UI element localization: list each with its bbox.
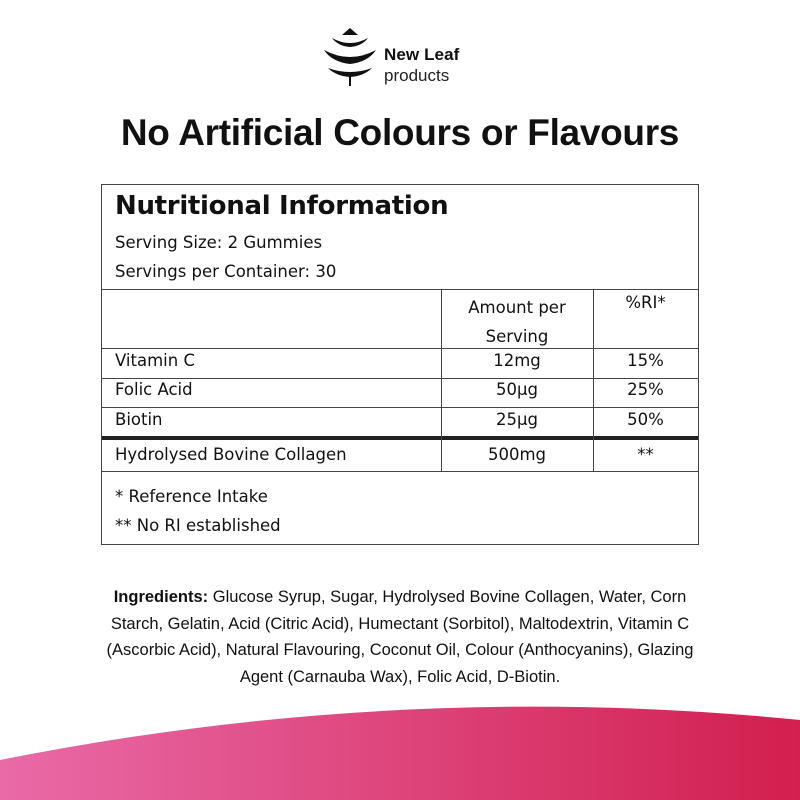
ingredients-label: Ingredients:: [113, 588, 209, 606]
table-divider: [102, 289, 698, 290]
serving-size: Serving Size: 2 Gummies: [115, 233, 323, 252]
footnote: * Reference Intake: [115, 487, 268, 506]
brand-logo: [322, 26, 482, 90]
row-amount: 25µg: [496, 410, 538, 429]
row-amount: 50µg: [496, 380, 538, 399]
row-amount: 12mg: [493, 351, 541, 370]
brand-name: New Leaf: [384, 45, 460, 64]
row-ri: 25%: [627, 380, 664, 399]
table-divider: [102, 471, 698, 472]
row-name: Vitamin C: [115, 351, 195, 370]
stacked-leaf-tree-icon: [322, 26, 378, 86]
footnote: ** No RI established: [115, 516, 281, 535]
row-name: Biotin: [115, 410, 163, 429]
row-ri: 15%: [627, 351, 664, 370]
gradient-swoosh: [0, 690, 800, 800]
page-headline: No Artificial Colours or Flavours: [120, 112, 680, 153]
ingredients-list: Glucose Syrup, Sugar, Hydrolysed Bovine Collagen, Water, Corn Starch, Gelatin, Acid (Citric Acid), Humectant (Sorbitol), Maltodextrin, Vitamin C (Ascorbic Acid), Natural Flavouring, Coconut Oil, Colour (Anthocyanins), Glazing Agent (Carnauba Wax), Folic Acid, D-Biotin.: [106, 588, 694, 686]
servings-per-container: Servings per Container: 30: [115, 262, 337, 281]
header-ri: %RI*: [625, 293, 666, 312]
row-ri: **: [637, 445, 654, 464]
nutrition-panel: [101, 184, 699, 545]
row-ri: 50%: [627, 410, 664, 429]
table-divider: [102, 378, 698, 379]
row-amount: 500mg: [487, 445, 547, 464]
table-divider: [102, 407, 698, 408]
header-amount-per-serving: Amount per Serving: [468, 298, 566, 346]
nutrition-title: Nutritional Information: [115, 191, 449, 221]
row-name: Folic Acid: [115, 380, 193, 399]
brand-subtitle: products: [384, 66, 450, 85]
row-name: Hydrolysed Bovine Collagen: [115, 445, 347, 464]
table-divider: [102, 348, 698, 349]
ingredients-text: [100, 584, 700, 690]
table-thick-divider: [102, 436, 698, 440]
